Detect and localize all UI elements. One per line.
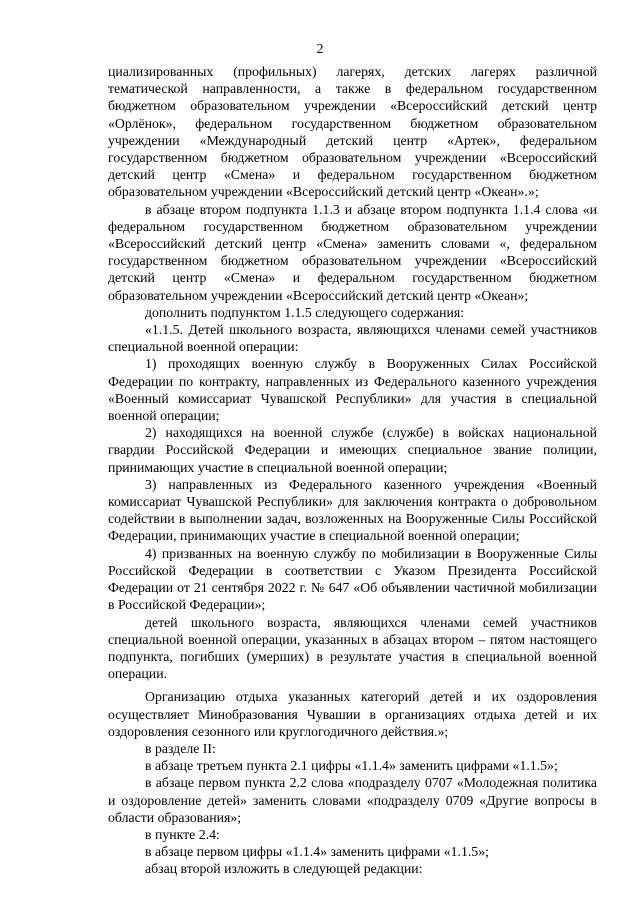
list-item-1: 1) проходящих военную службу в Вооруженных Силах Российской Федерации по контракту, направленных из Федерального казенного учреждения «Военный комиссариат Чувашской Республики» для участия в специальной военной операции; [108, 356, 597, 424]
list-item-4: 4) призванных на военную службу по мобилизации в Вооруженные Силы Российской Федерации в соответствии с Указом Президента Российской Федерации от 21 сентября 2022 г. № 647 «Об объявлении частичной мобилизации в Российской Федерации»; [108, 545, 597, 613]
paragraph-add-1-1-5: дополнить подпунктом 1.1.5 следующего содержания: [145, 304, 465, 320]
document-body [108, 63, 597, 878]
paragraph-2-4-first: в абзаце первом цифры «1.1.4» заменить цифрами «1.1.5»; [145, 844, 489, 860]
page-number: 2 [316, 42, 324, 57]
paragraph-2-4: в пункте 2.4: [145, 826, 220, 842]
paragraph-section-2: в разделе II: [145, 740, 216, 756]
paragraph-continuation: циализированных (профильных) лагерях, детских лагерях различной тематической направленности, а также в федеральном государственном бюджетном образовательном учреждении «Всероссийский детский центр «Орлёнок», федеральном государственном бюджетном образовательном учреждении «Международный детский центр «Артек», федеральном государственном бюджетном образовательном учреждении «Всероссийский детский центр «Смена» и федеральном государственном бюджетном образовательном учреждении «Всероссийский детский центр «Океан».»; [108, 64, 597, 200]
list-item-2: 2) находящихся на военной службе (службе) в войсках национальной гвардии Российской Федерации и имеющих специальное звание полиции, принимающих участие в специальной военной операции; [108, 425, 597, 475]
paragraph-organization: Организацию отдыха указанных категорий детей и их оздоровления осуществляет Минобразования Чувашии в организациях отдыха детей и их оздоровления сезонного или круглогодичного действия.»; [108, 689, 597, 739]
paragraph-1-1-5-intro: «1.1.5. Детей школьного возраста, являющихся членами семей участников специальной военной операции: [108, 322, 597, 355]
list-item-3: 3) направленных из Федерального казенного учреждения «Военный комиссариат Чувашской Республики» для заключения контракта о добровольном содействии в выполнении задач, возложенных на Вооруженные Силы Российской Федерации, принимающих участие в специальной военной операции; [108, 476, 597, 544]
paragraph-amendment-1-1-3: в абзаце втором подпункта 1.1.3 и абзаце втором подпункта 1.1.4 слова «и федеральном государственном бюджетном образовательном учреждении «Всероссийский детский центр «Смена» заменить словами «, федеральном государственном бюджетном образовательном учреждении «Всероссийский детский центр «Смена» и федеральном государственном бюджетном образовательном учреждении «Всероссийский детский центр «Океан»; [108, 201, 597, 303]
paragraph-2-4-second: абзац второй изложить в следующей редакции: [145, 861, 423, 877]
paragraph-2-1: в абзаце третьем пункта 2.1 цифры «1.1.4» заменить цифрами «1.1.5»; [145, 758, 558, 774]
paragraph-2-2: в абзаце первом пункта 2.2 слова «подразделу 0707 «Молодежная политика и оздоровление детей» заменить словами «подразделу 0709 «Другие вопросы в области образования»; [108, 775, 597, 825]
paragraph-deceased-participants: детей школьного возраста, являющихся членами семей участников специальной военной операции, указанных в абзацах втором – пятом настоящего подпункта, погибших (умерших) в результате участия в специальной военной операции. [108, 614, 597, 682]
